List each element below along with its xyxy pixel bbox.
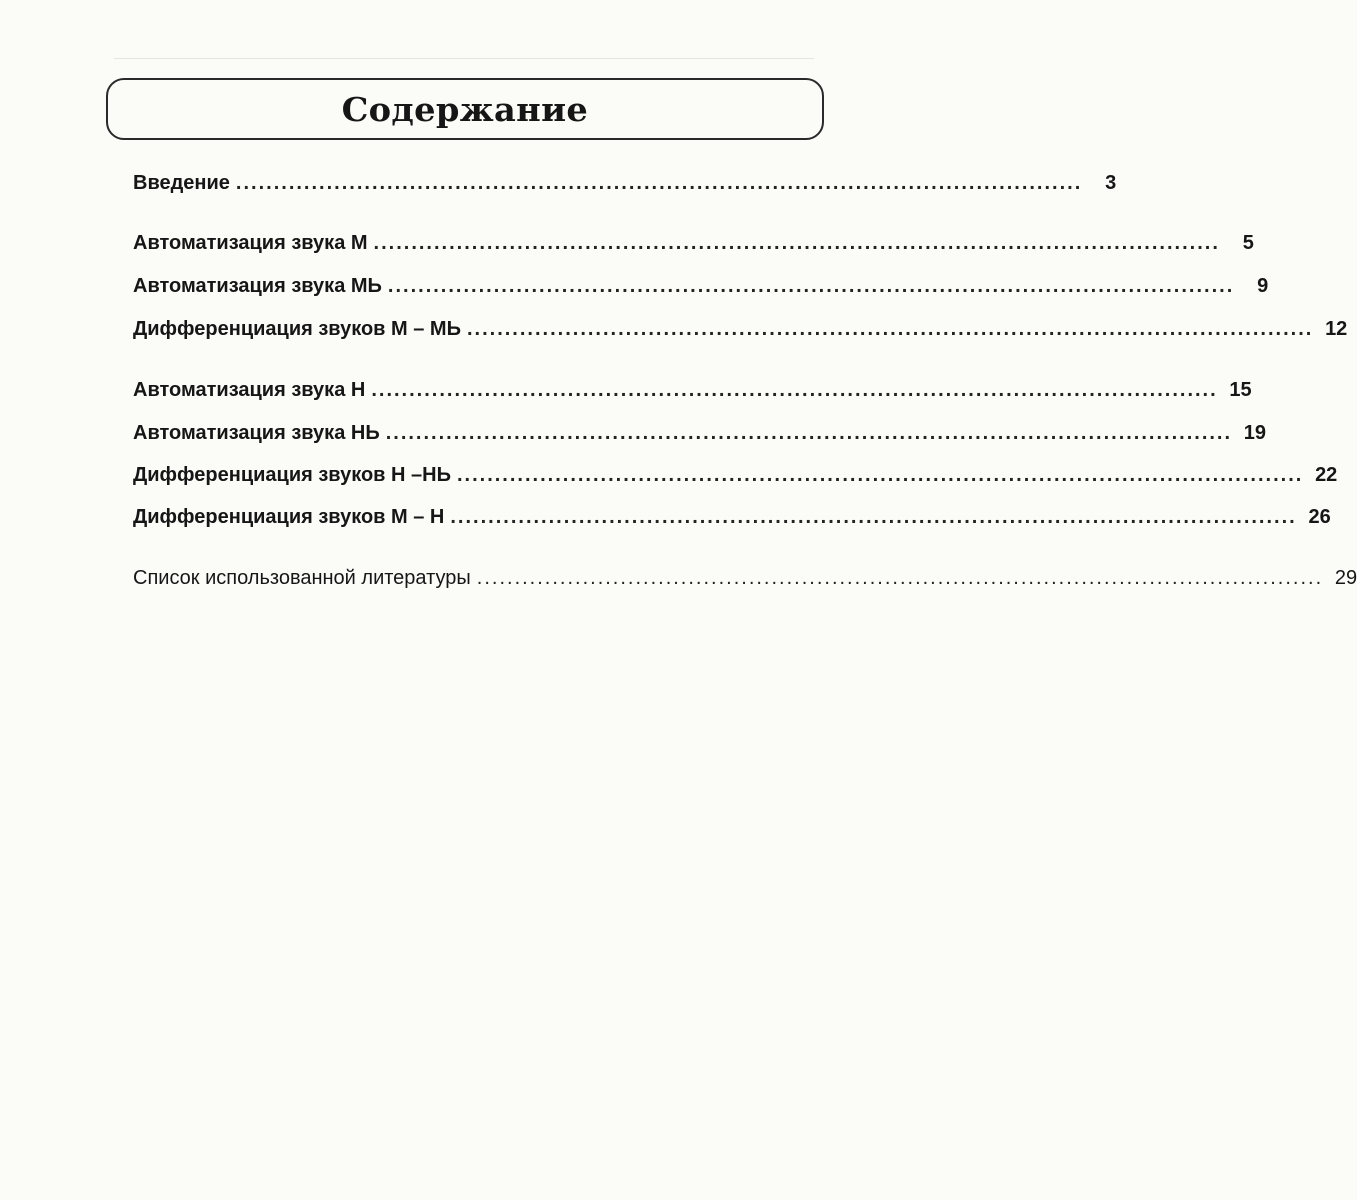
toc-entry-page: 12 — [1325, 318, 1348, 340]
toc-entry[interactable] — [133, 506, 1331, 538]
toc-entry[interactable] — [133, 567, 1357, 599]
toc-entry-label: Список использованной литературы — [133, 567, 471, 589]
toc-entry-page: 19 — [1243, 422, 1267, 444]
toc-entry-page: 15 — [1229, 379, 1252, 401]
toc-leader-dots: ................................................................................................................ — [371, 379, 1218, 401]
toc-leader-dots: ................................................................................................................ — [476, 567, 1324, 589]
toc-leader-dots: ................................................................................................................ — [466, 318, 1314, 340]
divider — [114, 58, 814, 59]
toc-entry-label: Автоматизация звука НЬ — [133, 422, 380, 444]
toc-entry-label: Дифференциация звуков М – Н — [133, 506, 445, 528]
toc-entry[interactable] — [133, 422, 1267, 454]
toc-entry[interactable] — [133, 318, 1348, 350]
toc-entry[interactable] — [133, 232, 1254, 264]
toc-entry[interactable] — [133, 464, 1338, 496]
toc-entry[interactable] — [133, 275, 1269, 307]
toc-leader-dots: ................................................................................................................ — [450, 506, 1297, 528]
title-frame — [106, 78, 824, 140]
toc-entry-page: 5 — [1242, 232, 1254, 254]
toc-entry-label: Автоматизация звука МЬ — [133, 275, 382, 297]
toc-entry-page: 9 — [1257, 275, 1269, 297]
toc-entry[interactable] — [133, 172, 1117, 204]
toc-entry-label: Дифференциация звуков М – МЬ — [133, 318, 461, 340]
page-title: Содержание — [341, 89, 589, 129]
toc-leader-dots: ................................................................................................................ — [235, 172, 1083, 194]
toc-entry-page: 22 — [1315, 464, 1338, 486]
toc-entry-page: 26 — [1308, 506, 1331, 528]
toc-leader-dots: ................................................................................................................ — [456, 464, 1304, 486]
toc-leader-dots: ................................................................................................................ — [373, 232, 1220, 254]
toc-entry-label: Введение — [133, 172, 230, 194]
toc-leader-dots: ................................................................................................................ — [385, 422, 1233, 444]
toc-entry-page: 29 — [1334, 567, 1357, 589]
toc-entry[interactable] — [133, 379, 1252, 411]
toc-entry-label: Дифференциация звуков Н –НЬ — [133, 464, 451, 486]
toc-entry-label: Автоматизация звука М — [133, 232, 368, 254]
toc-leader-dots: ................................................................................................................ — [387, 275, 1235, 297]
toc-entry-page: 3 — [1105, 172, 1117, 194]
toc-entry-label: Автоматизация звука Н — [133, 379, 366, 401]
